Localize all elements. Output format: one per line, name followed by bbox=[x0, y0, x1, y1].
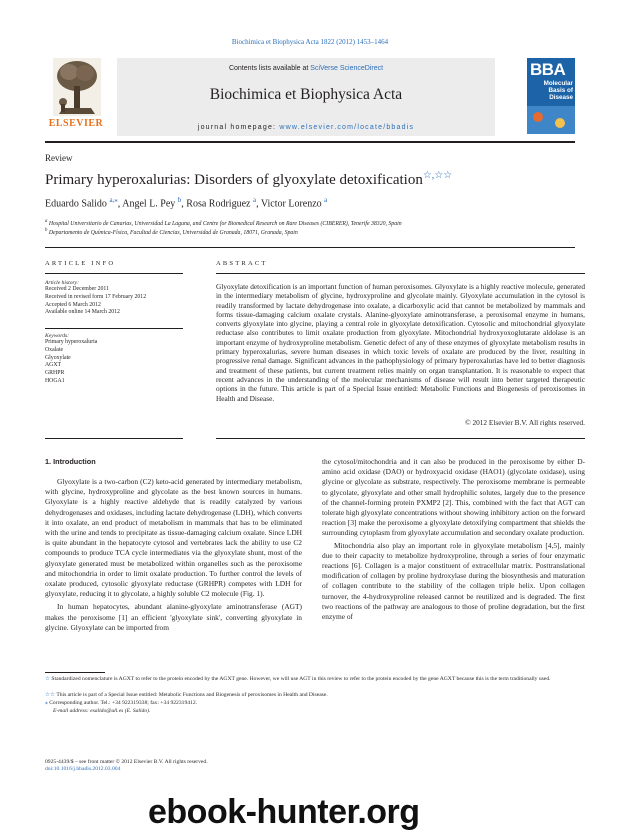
author-marks[interactable]: a bbox=[252, 196, 257, 204]
keyword: HOGA1 bbox=[45, 377, 65, 384]
header-rule bbox=[45, 247, 575, 248]
body-paragraph: Glyoxylate is a two-carbon (C2) keto-acid generated by intermediary metabolism, with glycine, hydroxyproline and glycolate as the best known sources in humans. Glyoxylate is a highly reactive aldehyde that is readily catalyzed by various dehydrogenases and oxidases, including lactate dehydrogenase (LDH), which converts it into oxalate, an end product of metabolism in mammals that has to be eliminated with the urine and tends to precipitate as tissue-damaging calcium oxalate. Since LDH is quite abundant in the hepatocyte cytosol and vertebrates lack the ability to use C2 compounds to produce TCA cycle intermediates via the glyoxylate shunt, most of the glyoxylate generated must be metabolized within organelles such as the peroxisome and mitochondria in order to limit oxalate production. To further control the levels of oxalate produced, cytosolic glyoxylate reductase (GRHPR) competes with LDH for glyoxylate, reducing it to glycolate, a highly soluble C2 molecule (Fig. 1). bbox=[45, 477, 302, 599]
author-name[interactable]: Victor Lorenzo bbox=[260, 198, 322, 210]
history-label: Article history: bbox=[45, 280, 80, 286]
keyword: Glyoxylate bbox=[45, 354, 71, 361]
masthead-rule bbox=[45, 141, 575, 143]
history-item: Accepted 6 March 2012 bbox=[45, 301, 101, 308]
article-title-text: Primary hyperoxalurias: Disorders of glyoxylate detoxification bbox=[45, 172, 423, 188]
footnote-mark: ☆ bbox=[45, 676, 51, 682]
section-heading: 1. Introduction bbox=[45, 457, 96, 466]
footnote bbox=[45, 676, 585, 683]
keyword: Primary hyperoxaluria bbox=[45, 339, 98, 345]
keyword: Oxalate bbox=[45, 346, 64, 353]
affiliation bbox=[45, 228, 585, 236]
watermark-text: ebook-hunter.org bbox=[148, 793, 420, 831]
abstract-heading: ABSTRACT bbox=[216, 260, 268, 267]
journal-homepage bbox=[117, 124, 495, 131]
author-name[interactable]: Eduardo Salido bbox=[45, 198, 107, 210]
tree-icon bbox=[53, 58, 101, 116]
contents-prefix: Contents lists available at bbox=[228, 65, 311, 72]
affiliation-text: Departamento de Química-Física, Facultad de Ciencias, Universidad de Granada, 18071, Granada, Spain bbox=[48, 229, 298, 236]
keyword: GRHPR bbox=[45, 370, 65, 377]
cover-letters: BBA bbox=[530, 60, 566, 79]
body-paragraph: Mitochondria also play an important role in glyoxylate metabolism [4,5], mainly due to their capacity to metabolize hydroxyproline, through a series of four enzymatic reactions [6]. Collagen is a major constituent of extracellular matrix. Posttranslational modification of collagen by proline hydroxylase during the biosynthesis and maturation of collagen contribute to the stability of the collagen triple helix. Upon collagen turnover, the 4-hydroxyproline released cannot be reutilized and is degraded. The first two reactions of the pathway are analogous to those of proline degradation, but the first enzyme of bbox=[322, 540, 585, 622]
history-item: Received in revised form 17 February 2012 bbox=[45, 293, 147, 300]
affiliation bbox=[45, 219, 585, 227]
affiliation-mark: b bbox=[45, 228, 48, 233]
body-column-right bbox=[322, 457, 585, 622]
contents-line bbox=[117, 65, 495, 72]
cover-subtitle-line: Disease bbox=[549, 94, 573, 101]
footnote-mark: ☆☆ bbox=[45, 692, 56, 698]
footnote-text: Corresponding author. Tel.: +34 922319338; fax: +34 922319412. bbox=[49, 700, 198, 706]
doi-link[interactable]: doi:10.1016/j.bbadis.2012.03.004 bbox=[45, 766, 121, 773]
elsevier-wordmark: ELSEVIER bbox=[48, 118, 104, 129]
cover-decoration bbox=[555, 118, 565, 128]
cover-decoration bbox=[533, 112, 543, 122]
cover-subtitle-line: Molecular bbox=[543, 80, 573, 87]
affiliation-mark: a bbox=[45, 219, 48, 224]
footnote-text: Standardized nomenclature is AGXT to refer to the protein encoded by the AGXT gene. However, we will use AGT in this review to refer to the protein encoded by the gene AGXT because this is the term traditionally used. bbox=[51, 676, 551, 682]
journal-title: Biochimica et Biophysica Acta bbox=[209, 86, 403, 103]
author-list: Eduardo Salido $^{a,⁎}$, Angel L. Pey $^b$, Rosa Rodriguez $^a$, Victor Lorenzo $^a$ bbox=[45, 196, 328, 210]
author-marks[interactable]: a bbox=[324, 196, 328, 204]
homepage-link[interactable]: www.elsevier.com/locate/bbadis bbox=[279, 124, 415, 131]
keywords-label: Keywords: bbox=[45, 333, 70, 339]
author-marks[interactable]: b bbox=[177, 196, 182, 204]
footnote-rule bbox=[45, 672, 105, 673]
author-name[interactable]: Rosa Rodriguez bbox=[186, 198, 251, 210]
affiliation-text: Hospital Universitario de Canarias, Universidad La Laguna, and Centre for Biomedical Research on Rare Diseases (CIBERER), Tenerife 38320, Spain bbox=[48, 220, 402, 227]
author-marks[interactable]: a,⁎ bbox=[109, 196, 118, 204]
abstract-rule bbox=[216, 273, 585, 274]
body-paragraph: In human hepatocytes, abundant alanine-glyoxylate aminotransferase (AGT) makes the peroxisome [1] an efficient 'glyoxylate sink', converting glyoxylate in glycine. Glyoxylate can be imported from bbox=[45, 602, 302, 632]
article-history bbox=[45, 280, 185, 317]
keywords-list bbox=[45, 333, 185, 386]
footnote bbox=[45, 700, 585, 707]
footnote bbox=[45, 692, 585, 699]
footnote-text: This article is part of a Special Issue entitled: Metabolic Functions and Biogenesis of peroxisomes in Health and Disease. bbox=[56, 692, 328, 698]
masthead bbox=[45, 58, 575, 136]
history-item: Received 2 December 2011 bbox=[45, 286, 110, 292]
footnote-mark: ⁎ bbox=[45, 700, 48, 706]
issn-line: 0925-4439/$ – see front matter © 2012 Elsevier B.V. All rights reserved. bbox=[45, 759, 208, 765]
footnote-text[interactable]: E-mail address: esalido@ull.es (E. Salido). bbox=[53, 708, 151, 714]
title-footnote-marks[interactable]: ☆,☆☆ bbox=[422, 170, 453, 181]
abstract-text: Glyoxylate detoxification is an important function of human peroxisomes. Glyoxylate is a highly reactive molecule, generated in the intermediary metabolism of glycine, hydroxyproline and glycolate mainly. Glyoxylate accumulation in the cytosol is readily transformed by lactate dehydrogenase into oxalate, a dicarboxylic acid that cannot be metabolized by mammals and forms tissue-damaging calcium oxalate crystals. Alanine-glyoxylate aminotransferase, a peroxisomal enzyme in humans, converts glyoxylate into glycine, playing a central role in glyoxylate detoxification. Cytosolic and mitochondrial glyoxylate reductase also contributes to limit oxalate production from glyoxylate. Mitochondrial hydroxyoxoglutarate aldolase is an important enzyme of hydroxyproline metabolism. Genetic defect of any of these enzymes of glyoxylate metabolism results in primary hyperoxalurias, severe human diseases in which toxic levels of oxalate are produced by the liver, resulting in progressive renal damage. Significant advances in the pathophysiology of primary hyperoxalurias have led to better diagnosis and treatment of these patients, but current treatment relies mainly on organ transplantation. It is reasonable to expect that recent advances in the understanding of the molecular mechanisms of disease will result into better targeted therapeutic options in the future. This article is part of a Special Issue entitled: Metabolic Functions and Biogenesis of peroxisomes in Health and Disease. bbox=[216, 282, 585, 403]
article-info-heading: ARTICLE INFO bbox=[45, 260, 116, 267]
cover-subtitle-line: Basis of bbox=[548, 87, 573, 94]
keywords-rule bbox=[45, 328, 183, 329]
author-name[interactable]: Angel L. Pey bbox=[122, 198, 176, 210]
abstract-bottom-rule bbox=[216, 438, 585, 439]
issn-block bbox=[45, 759, 208, 774]
body-column-left bbox=[45, 477, 302, 633]
homepage-prefix: journal homepage: bbox=[197, 124, 280, 131]
journal-banner bbox=[117, 58, 495, 136]
sciencedirect-link[interactable]: SciVerse ScienceDirect bbox=[310, 65, 384, 72]
keyword: AGXT bbox=[45, 362, 62, 369]
info-bottom-rule bbox=[45, 438, 183, 439]
cover-subtitle bbox=[539, 80, 573, 101]
journal-citation[interactable]: Biochimica et Biophysica Acta 1822 (2012) 1453–1464 bbox=[231, 38, 389, 46]
email-footnote[interactable] bbox=[53, 708, 593, 715]
body-paragraph: the cytosol/mitochondria and it can also be produced in the peroxisome by either D-amino acid oxidase (DAO) or hydroxyacid oxidase (HAO1) (glycolate oxidase), using glycine or glycolate as substrate, respectively. The peroxisome membrane is permeable to glycolate, glyoxylate and other small hydrophilic solutes, largely due to the presence of the channel-forming protein PXMP2 [2]. This, combined with the fact that AGT can tolerate high glyoxylate concentrations without showing inhibitory action on the forward reaction [3] make the peroxisome a glyoxylate detoxifying compartment that shields the surrounding cytoplasm from glyoxylate accumulation and secondary oxalate production. bbox=[322, 457, 585, 538]
elsevier-logo[interactable] bbox=[45, 58, 107, 134]
article-title bbox=[45, 170, 452, 189]
abstract-copyright: © 2012 Elsevier B.V. All rights reserved. bbox=[465, 418, 585, 427]
article-info-rule bbox=[45, 273, 183, 274]
journal-cover-image[interactable] bbox=[527, 58, 575, 134]
history-item: Available online 14 March 2012 bbox=[45, 309, 120, 316]
article-type: Review bbox=[45, 153, 73, 163]
